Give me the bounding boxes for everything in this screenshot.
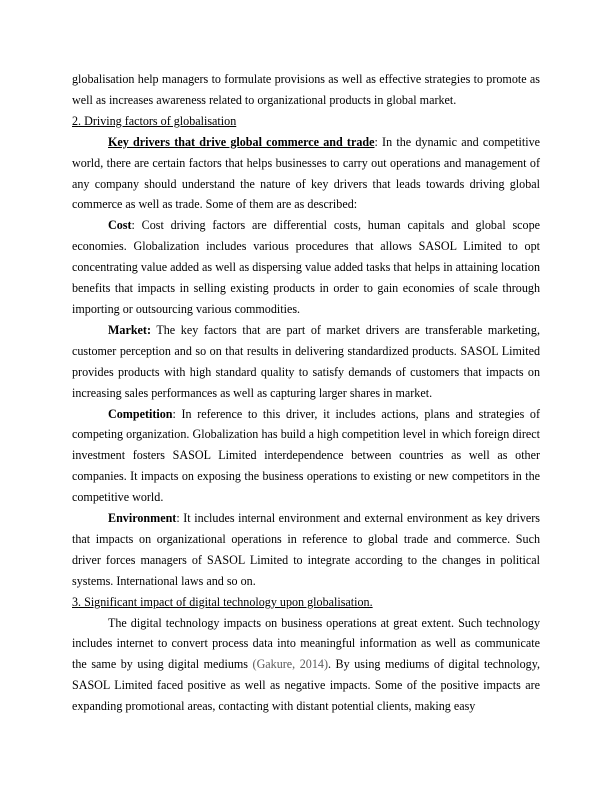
- section-3-number: 3: [72, 594, 79, 609]
- competition-label: Competition: [108, 406, 173, 421]
- key-drivers-title: Key drivers that drive global commerce and trade: [108, 134, 375, 149]
- environment-text: : It includes internal environment and external environment as key drivers that impacts on organizational operations in reference to global trade and commerce. Such driver forces managers of SASOL Limited to integrate according to the changes in political systems. International laws and so on.: [72, 511, 540, 588]
- section-3-heading: [72, 592, 540, 613]
- document-page: [72, 69, 540, 717]
- environment-label: Environment: [108, 511, 177, 526]
- cost-paragraph: [72, 215, 540, 320]
- section-2-title: . Driving factors of globalisation: [78, 113, 237, 128]
- market-paragraph: [72, 320, 540, 404]
- key-drivers-paragraph: [72, 132, 540, 216]
- digital-technology-paragraph: [72, 613, 540, 718]
- digital-text-end: . By using mediums of digital technology, SASOL Limited faced positive as well as negative impacts. Some of the positive impacts are expanding promotional areas, contacting with distant potential clients, making easy: [72, 657, 540, 714]
- cost-label: Cost: [108, 218, 132, 233]
- key-drivers-text: : In the dynamic and competitive world, there are certain factors that helps businesses to carry out operations and management of any company should understand the nature of key drivers that leads towards driving global commerce as well as trade. Some of them are as described:: [72, 134, 540, 212]
- citation: (Gakure, 2014): [252, 657, 328, 672]
- market-text: The key factors that are part of market drivers are transferable marketing, customer perception and so on that results in delivering standardized products. SASOL Limited provides products with high standard quality to satisfy demands of customers that impacts on increasing sales performances as well as capturing larger shares in market.: [72, 322, 540, 400]
- competition-paragraph: [72, 404, 540, 509]
- section-2-heading: [72, 111, 540, 132]
- competition-text: : In reference to this driver, it includes actions, plans and strategies of competing organization. Globalization has build a high competition level in which foreign direct investment fosters SASOL Limited interdependence between countries as well as other companies. It impacts on exposing the business operations to existing or new competitors in the competitive world.: [72, 406, 540, 505]
- market-label: Market:: [108, 322, 151, 337]
- digital-text-start: The digital technology impacts on business operations at great extent. Such technology includes internet to convert process data into meaningful information as well as communicate the same by using digital mediums: [72, 615, 540, 672]
- intro-paragraph: globalisation help managers to formulate provisions as well as effective strategies to promote as well as increases awareness related to organizational products in global market.: [72, 72, 540, 107]
- environment-paragraph: [72, 508, 540, 592]
- section-3-title: . Significant impact of digital technology upon globalisation.: [78, 594, 373, 609]
- cost-text: : Cost driving factors are differential costs, human capitals and global scope economies. Globalization includes various procedures that allows SASOL Limited to opt concentrating value added as well as dispersing value added tasks that helps in attaining location benefits that impacts in selling existing products in order to gain economies of scale through importing or outsourcing various commodities.: [72, 218, 540, 316]
- section-2-number: 2: [72, 113, 79, 128]
